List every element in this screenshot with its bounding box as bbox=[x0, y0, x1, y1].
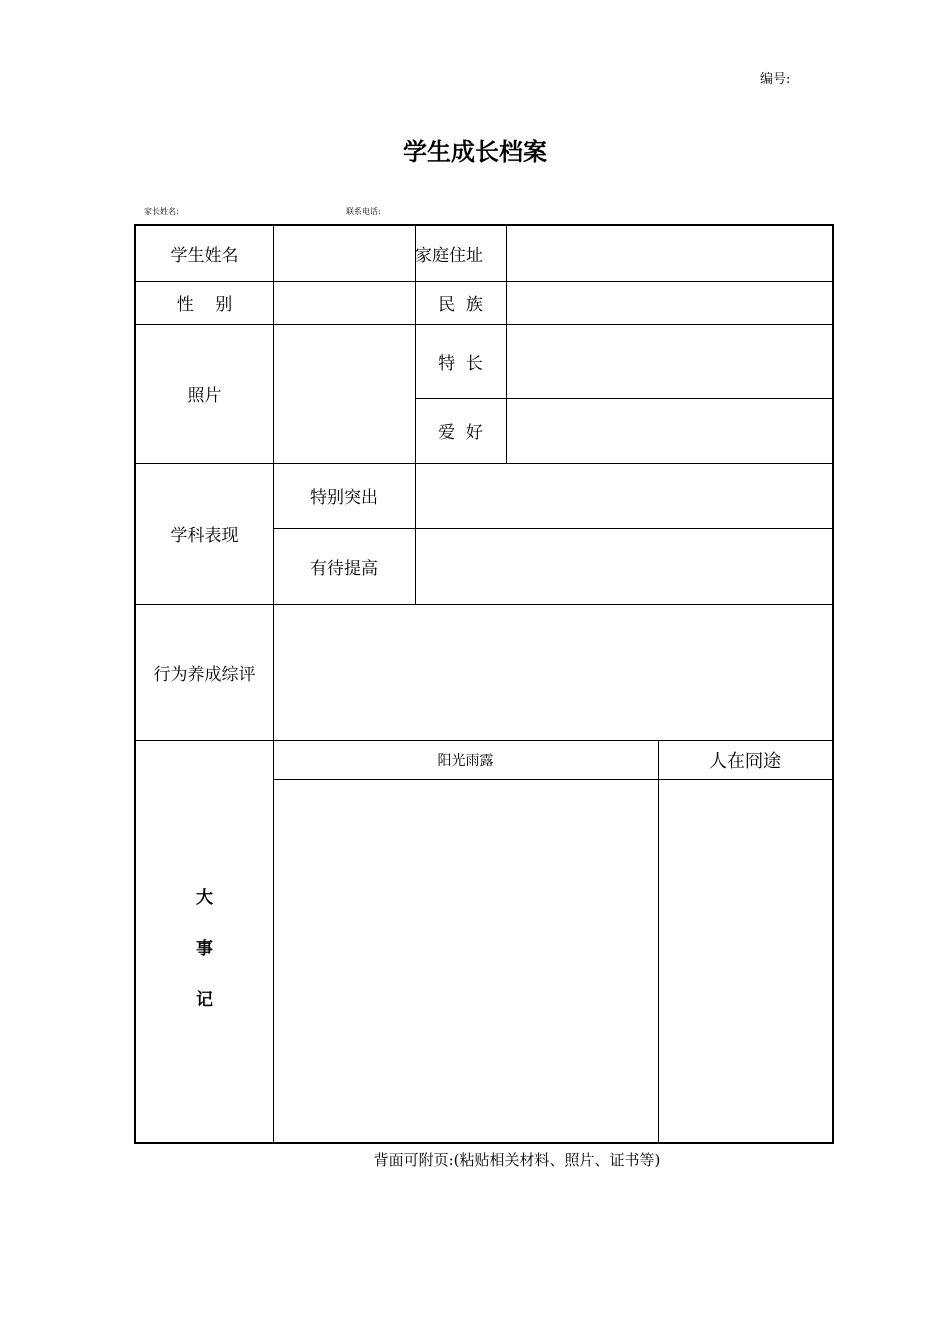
gender-label: 性 别 bbox=[176, 295, 233, 315]
hobby-field[interactable] bbox=[506, 398, 832, 463]
hobby-label: 爱 好 bbox=[438, 423, 483, 443]
major-events-char: 大 bbox=[196, 887, 213, 908]
growth-record-form bbox=[134, 224, 834, 1144]
parent-name-label: 家长姓名: bbox=[144, 207, 179, 216]
major-events-label bbox=[136, 740, 273, 1142]
footer-note: 背面可附页:(粘贴相关材料、照片、证书等) bbox=[373, 1151, 661, 1169]
student-name-field[interactable] bbox=[273, 226, 415, 281]
photo-label: 照片 bbox=[187, 386, 222, 406]
behavior-review-field[interactable] bbox=[273, 604, 832, 740]
home-address-field[interactable] bbox=[506, 226, 832, 281]
gender-field[interactable] bbox=[273, 281, 415, 324]
sunshine-header: 阳光雨露 bbox=[437, 752, 494, 769]
ethnicity-label: 民 族 bbox=[438, 295, 483, 315]
outstanding-label: 特别突出 bbox=[310, 488, 378, 508]
student-name-label: 学生姓名 bbox=[170, 246, 239, 266]
specialty-label: 特 长 bbox=[438, 353, 483, 374]
to-improve-label: 有待提高 bbox=[310, 558, 378, 579]
journey-header: 人在冏途 bbox=[709, 750, 781, 772]
subject-performance-label: 学科表现 bbox=[170, 526, 239, 546]
serial-number-label: 编号: bbox=[760, 72, 791, 87]
home-address-label: 家庭住址 bbox=[415, 246, 483, 266]
to-improve-field[interactable] bbox=[415, 528, 832, 604]
photo-area[interactable] bbox=[273, 324, 415, 463]
sunshine-content[interactable] bbox=[273, 779, 658, 1142]
phone-label: 联系电话: bbox=[346, 207, 381, 216]
ethnicity-field[interactable] bbox=[506, 281, 832, 324]
major-events-char: 事 bbox=[196, 938, 213, 959]
behavior-review-label: 行为养成综评 bbox=[153, 664, 256, 685]
page-title: 学生成长档案 bbox=[403, 138, 547, 166]
outstanding-field[interactable] bbox=[415, 463, 832, 528]
major-events-char: 记 bbox=[196, 989, 213, 1010]
journey-content[interactable] bbox=[658, 779, 832, 1142]
specialty-field[interactable] bbox=[506, 324, 832, 398]
